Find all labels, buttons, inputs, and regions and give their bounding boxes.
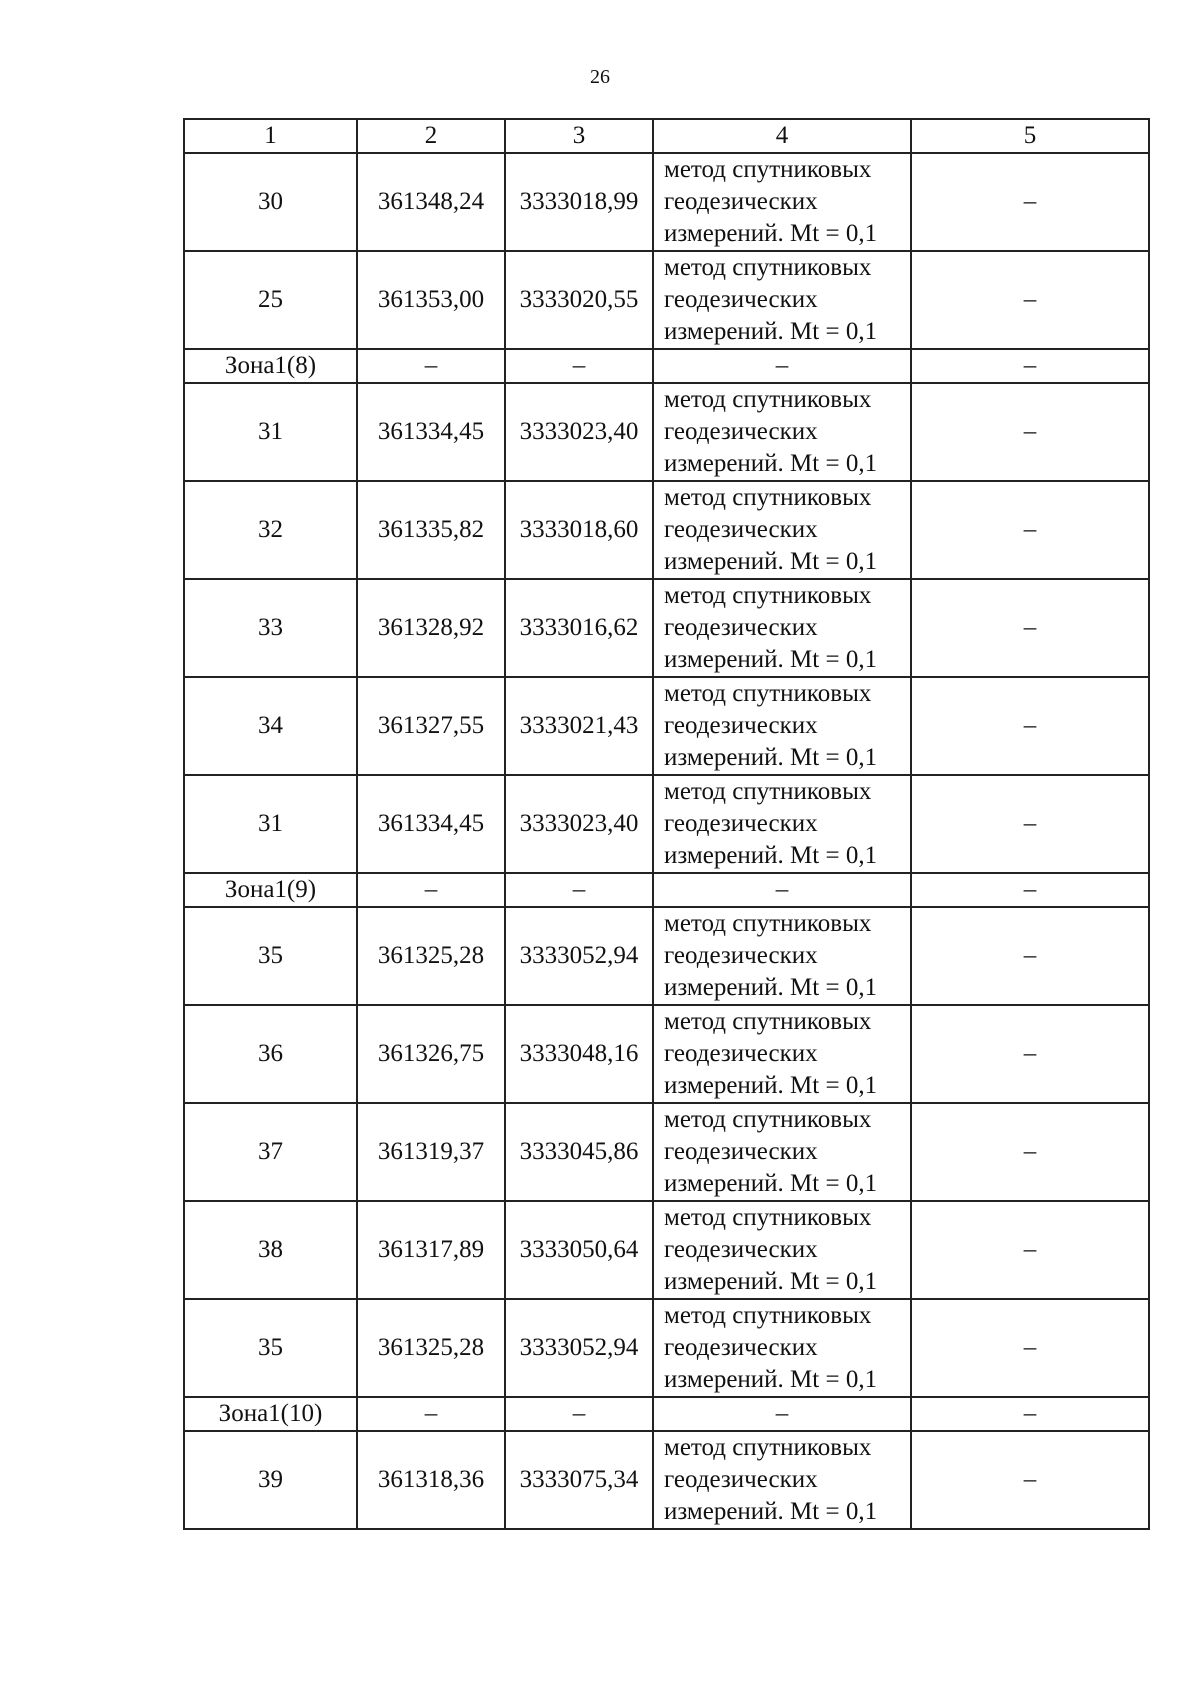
accuracy-cell: – — [911, 1201, 1149, 1299]
method-cell: – — [653, 873, 911, 907]
method-text-line: измерений. Mt = 0,1 — [664, 1366, 878, 1393]
header-row — [184, 119, 1149, 153]
accuracy-cell: – — [911, 1397, 1149, 1431]
y-coordinate-cell: 3333023,40 — [505, 383, 653, 481]
accuracy-cell: – — [911, 1103, 1149, 1201]
x-coordinate-cell: 361325,28 — [357, 1299, 505, 1397]
point-number-cell: 32 — [184, 481, 357, 579]
header-cell-5: 5 — [911, 119, 1149, 153]
header-cell-3: 3 — [505, 119, 653, 153]
table-row — [184, 383, 1149, 481]
method-cell — [653, 579, 911, 677]
method-text-line: метод спутниковых — [664, 582, 872, 609]
y-coordinate-cell: 3333048,16 — [505, 1005, 653, 1103]
point-number-cell: 31 — [184, 775, 357, 873]
method-text-line: метод спутниковых — [664, 910, 872, 937]
zone-row — [184, 873, 1149, 907]
method-cell — [653, 481, 911, 579]
y-coordinate-cell: 3333050,64 — [505, 1201, 653, 1299]
method-text-line: измерений. Mt = 0,1 — [664, 1072, 878, 1099]
point-number-cell: 36 — [184, 1005, 357, 1103]
x-coordinate-cell: 361327,55 — [357, 677, 505, 775]
table-row — [184, 1005, 1149, 1103]
point-number-cell: 37 — [184, 1103, 357, 1201]
table-row — [184, 1299, 1149, 1397]
x-coordinate-cell: 361348,24 — [357, 153, 505, 251]
method-text-line: геодезических — [664, 516, 818, 543]
y-coordinate-cell: 3333023,40 — [505, 775, 653, 873]
table-row — [184, 1201, 1149, 1299]
method-text-line: метод спутниковых — [664, 1302, 872, 1329]
method-text-line: метод спутниковых — [664, 1008, 872, 1035]
method-cell — [653, 907, 911, 1005]
method-text-line: измерений. Mt = 0,1 — [664, 548, 878, 575]
method-text-line: геодезических — [664, 1334, 818, 1361]
point-number-cell: 25 — [184, 251, 357, 349]
method-text-line: геодезических — [664, 188, 818, 215]
method-text-line: измерений. Mt = 0,1 — [664, 318, 878, 345]
x-coordinate-cell: 361325,28 — [357, 907, 505, 1005]
point-number-cell: 34 — [184, 677, 357, 775]
x-coordinate-cell: 361326,75 — [357, 1005, 505, 1103]
method-cell — [653, 1299, 911, 1397]
method-text-line: метод спутниковых — [664, 484, 872, 511]
page-number: 26 — [590, 66, 610, 88]
method-cell — [653, 1103, 911, 1201]
point-number-cell: Зона1(9) — [184, 873, 357, 907]
header-cell-4: 4 — [653, 119, 911, 153]
method-cell: – — [653, 349, 911, 383]
y-coordinate-cell: 3333016,62 — [505, 579, 653, 677]
accuracy-cell: – — [911, 775, 1149, 873]
accuracy-cell: – — [911, 1299, 1149, 1397]
method-text-line: измерений. Mt = 0,1 — [664, 744, 878, 771]
point-number-cell: Зона1(8) — [184, 349, 357, 383]
method-cell: – — [653, 1397, 911, 1431]
method-cell — [653, 1005, 911, 1103]
method-text-line: метод спутниковых — [664, 1106, 872, 1133]
x-coordinate-cell: 361319,37 — [357, 1103, 505, 1201]
accuracy-cell: – — [911, 349, 1149, 383]
method-text-line: метод спутниковых — [664, 156, 872, 183]
method-text-line: геодезических — [664, 1040, 818, 1067]
point-number-cell: 35 — [184, 907, 357, 1005]
y-coordinate-cell: 3333021,43 — [505, 677, 653, 775]
method-cell — [653, 251, 911, 349]
method-text-line: измерений. Mt = 0,1 — [664, 1268, 878, 1295]
x-coordinate-cell: 361334,45 — [357, 775, 505, 873]
x-coordinate-cell: – — [357, 873, 505, 907]
x-coordinate-cell: – — [357, 1397, 505, 1431]
method-text-line: геодезических — [664, 614, 818, 641]
accuracy-cell: – — [911, 153, 1149, 251]
y-coordinate-cell: 3333075,34 — [505, 1431, 653, 1529]
table-row — [184, 579, 1149, 677]
table-row — [184, 251, 1149, 349]
table-row — [184, 775, 1149, 873]
header-cell-1: 1 — [184, 119, 357, 153]
table-row — [184, 481, 1149, 579]
method-text-line: измерений. Mt = 0,1 — [664, 646, 878, 673]
method-cell — [653, 383, 911, 481]
method-cell — [653, 1431, 911, 1529]
method-text-line: геодезических — [664, 1466, 818, 1493]
method-cell — [653, 1201, 911, 1299]
x-coordinate-cell: 361334,45 — [357, 383, 505, 481]
x-coordinate-cell: 361328,92 — [357, 579, 505, 677]
table-row — [184, 677, 1149, 775]
point-number-cell: 39 — [184, 1431, 357, 1529]
method-text-line: измерений. Mt = 0,1 — [664, 220, 878, 247]
point-number-cell: 31 — [184, 383, 357, 481]
y-coordinate-cell: 3333052,94 — [505, 907, 653, 1005]
table-row — [184, 907, 1149, 1005]
y-coordinate-cell: – — [505, 349, 653, 383]
y-coordinate-cell: 3333018,60 — [505, 481, 653, 579]
point-number-cell: Зона1(10) — [184, 1397, 357, 1431]
point-number-cell: 35 — [184, 1299, 357, 1397]
method-text-line: измерений. Mt = 0,1 — [664, 1498, 878, 1525]
table-row — [184, 1103, 1149, 1201]
accuracy-cell: – — [911, 907, 1149, 1005]
method-cell — [653, 153, 911, 251]
x-coordinate-cell: 361335,82 — [357, 481, 505, 579]
method-text-line: геодезических — [664, 942, 818, 969]
table-row — [184, 153, 1149, 251]
header-cell-2: 2 — [357, 119, 505, 153]
x-coordinate-cell: 361317,89 — [357, 1201, 505, 1299]
method-cell — [653, 677, 911, 775]
method-text-line: измерений. Mt = 0,1 — [664, 974, 878, 1001]
y-coordinate-cell: 3333018,99 — [505, 153, 653, 251]
y-coordinate-cell: 3333020,55 — [505, 251, 653, 349]
method-text-line: геодезических — [664, 286, 818, 313]
method-text-line: метод спутниковых — [664, 680, 872, 707]
accuracy-cell: – — [911, 251, 1149, 349]
method-text-line: геодезических — [664, 1236, 818, 1263]
method-text-line: геодезических — [664, 810, 818, 837]
method-text-line: геодезических — [664, 712, 818, 739]
accuracy-cell: – — [911, 1431, 1149, 1529]
point-number-cell: 38 — [184, 1201, 357, 1299]
accuracy-cell: – — [911, 383, 1149, 481]
accuracy-cell: – — [911, 677, 1149, 775]
y-coordinate-cell: 3333045,86 — [505, 1103, 653, 1201]
point-number-cell: 33 — [184, 579, 357, 677]
method-text-line: метод спутниковых — [664, 254, 872, 281]
x-coordinate-cell: 361353,00 — [357, 251, 505, 349]
table-body — [184, 119, 1149, 1529]
method-text-line: измерений. Mt = 0,1 — [664, 842, 878, 869]
method-text-line: метод спутниковых — [664, 1204, 872, 1231]
method-text-line: измерений. Mt = 0,1 — [664, 450, 878, 477]
point-number-cell: 30 — [184, 153, 357, 251]
y-coordinate-cell: – — [505, 873, 653, 907]
method-text-line: метод спутниковых — [664, 778, 872, 805]
accuracy-cell: – — [911, 873, 1149, 907]
x-coordinate-cell: 361318,36 — [357, 1431, 505, 1529]
zone-row — [184, 1397, 1149, 1431]
method-text-line: геодезических — [664, 1138, 818, 1165]
accuracy-cell: – — [911, 481, 1149, 579]
y-coordinate-cell: 3333052,94 — [505, 1299, 653, 1397]
y-coordinate-cell: – — [505, 1397, 653, 1431]
method-text-line: измерений. Mt = 0,1 — [664, 1170, 878, 1197]
method-cell — [653, 775, 911, 873]
coordinates-table — [183, 118, 1150, 1530]
method-text-line: метод спутниковых — [664, 386, 872, 413]
accuracy-cell: – — [911, 579, 1149, 677]
method-text-line: геодезических — [664, 418, 818, 445]
zone-row — [184, 349, 1149, 383]
accuracy-cell: – — [911, 1005, 1149, 1103]
table-row — [184, 1431, 1149, 1529]
method-text-line: метод спутниковых — [664, 1434, 872, 1461]
x-coordinate-cell: – — [357, 349, 505, 383]
